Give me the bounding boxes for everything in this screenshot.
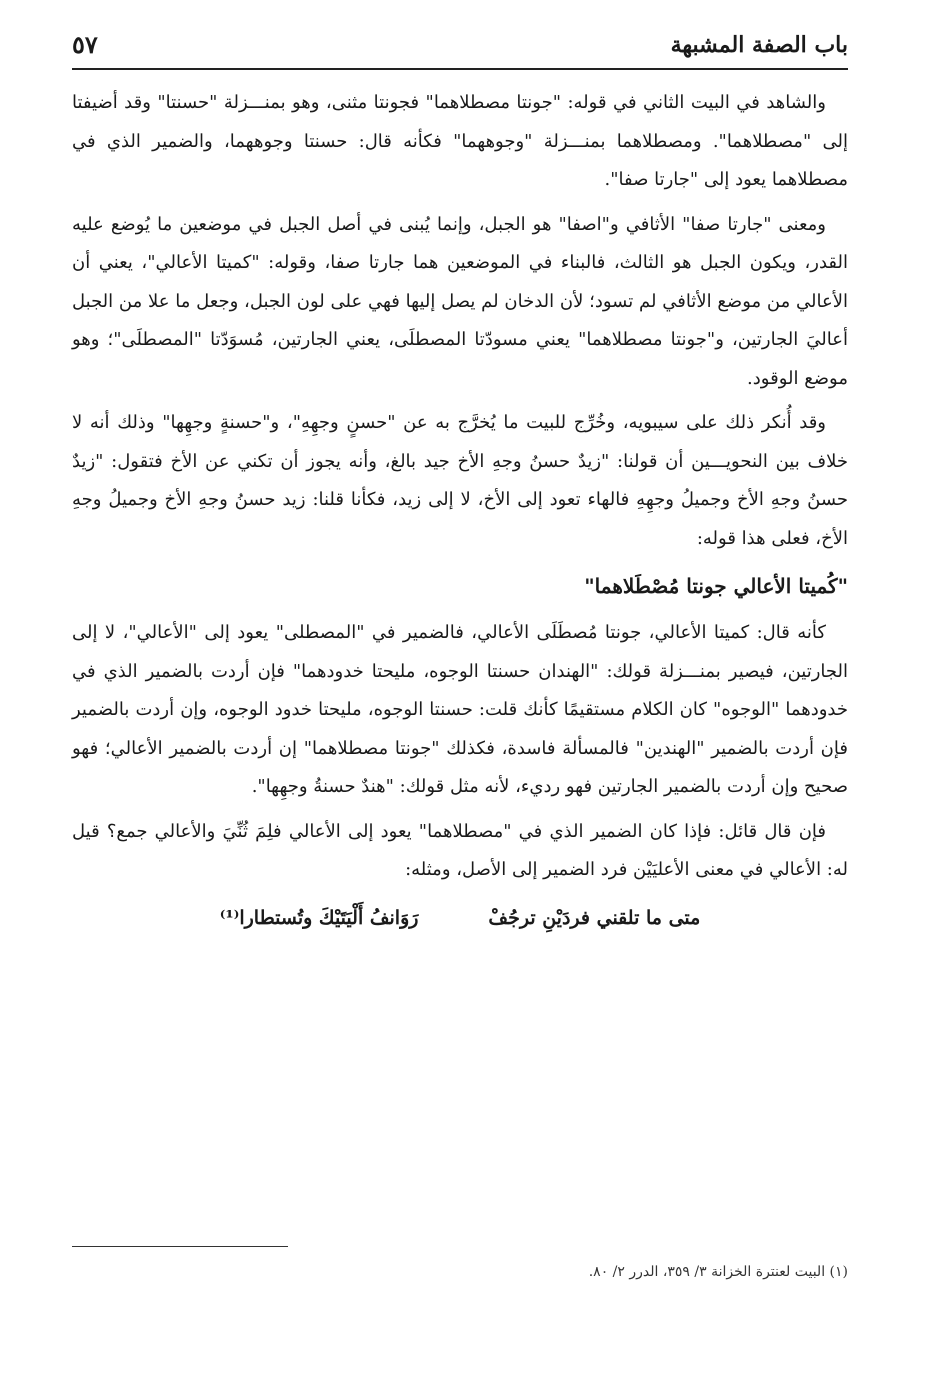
footnote: (١) البيت لعنترة الخزانة ٣/ ٣٥٩، الدرر ٢/ ٨٠.: [588, 1264, 848, 1280]
paragraph-1: والشاهد في البيت الثاني في قوله: "جونتا مصطلاهما" فجونتا مثنى، وهو بمنـــزلة "حسنتا" وقد أضيفتا إلى "مصطلاهما". ومصطلاهما بمنـــزلة "وجوههما" فكأنه قال: حسنتا وجوههما، والضمير الذي في مصطلاهما يعود إلى "جارتا صفا".: [72, 92, 848, 190]
paragraph-5: فإن قال قائل: فإذا كان الضمير الذي في "مصطلاهما" يعود إلى الأعالي فلِمَ ثُنِّيَ والأعالي جمع؟ قيل له: الأعالي في معنى الأعليَيْن فرد الضمير إلى الأصل، ومثله:: [72, 820, 848, 880]
body-text: [72, 84, 848, 940]
verse-first-hemistich: متى ما تلقني فردَيْنِ ترجُفْ: [488, 906, 701, 929]
page-header: [72, 28, 848, 70]
paragraph-4: كأنه قال: كميتا الأعالي، جونتا مُصطَلَى الأعالي، فالضمير في "المصطلى" يعود إلى "الأعالي"، لا إلى الجارتين، فيصير بمنـــزلة قولك: "الهندان حسنتا الوجوه، مليحتا خدودهما" فإن أردت بالضمير الذي في خدودهما "الوجوه" كان الكلام مستقيمًا كأنك قلت: حسنتا الوجوه، مليحتا خدود الوجوه، وإن أردت بالضمير فإن أردت بالضمير "الهندين" فالمسألة فاسدة، فكذلك "جونتا مصطلاهما" إن أردت بالضمير الأعالي؛ فهو صحيح وإن أردت بالضمير الجارتين فهو رديء، لأنه مثل قولك: "هندٌ حسنةُ وجهِها".: [72, 622, 848, 797]
footnote-divider: [72, 1246, 288, 1247]
chapter-title: باب الصفة المشبهة: [670, 32, 848, 58]
document-page: [72, 28, 848, 1358]
verse-second-hemistich: رَوَانفُ أَلْيَتَيْكَ وتُستطارا⁽¹⁾: [219, 906, 419, 929]
paragraph-2: ومعنى "جارتا صفا" الأثافي و"اصفا" هو الجبل، وإنما يُبنى في أصل الجبل في موضعين ما يُوضع عليه القدر، ويكون الجبل هو الثالث، فالبناء في الموضعين هما جارتا صفا، وقوله: "كميتا الأعالي"، يعني أن الأعالي من موضع الأثافي لم تسود؛ لأن الدخان لم يصل إليها فهي على لون الجبل، وجعل ما علا من الجبل أعاليَ الجارتين، و"جونتا مصطلاهما" يعني مسودّتا المصطلَى، يعني الجارتين، مُسوَدّتا "المصطلَى"؛ وهو موضع الوقود.: [72, 213, 848, 389]
poetry-verse: [72, 896, 848, 940]
quoted-verse: "كُميتا الأعالي جونتا مُصْطَلاهما": [584, 574, 848, 598]
paragraph-3: وقد أُنكر ذلك على سيبويه، وخُرِّج للبيت ما يُخرَّج به عن "حسنٍ وجهِهِ"، و"حسنةٍ وجهِها" وذلك أنه لا خلاف بين النحويـــين أن قولنا: "زيدٌ حسنُ وجهِ الأخ جيد بالغ، وأنه يجوز أن تكني عن الأخ فتقول: "زيدٌ حسنُ وجهِ الأخ وجميلُ وجهِهِ فالهاء تعود إلى الأخ، لا إلى زيد، فكأنا قلنا: زيد حسنُ وجهِ الأخ وجميلُ وجهِ الأخ، فعلى هذا قوله:: [72, 412, 848, 549]
page-number: ٥٧: [72, 30, 98, 59]
